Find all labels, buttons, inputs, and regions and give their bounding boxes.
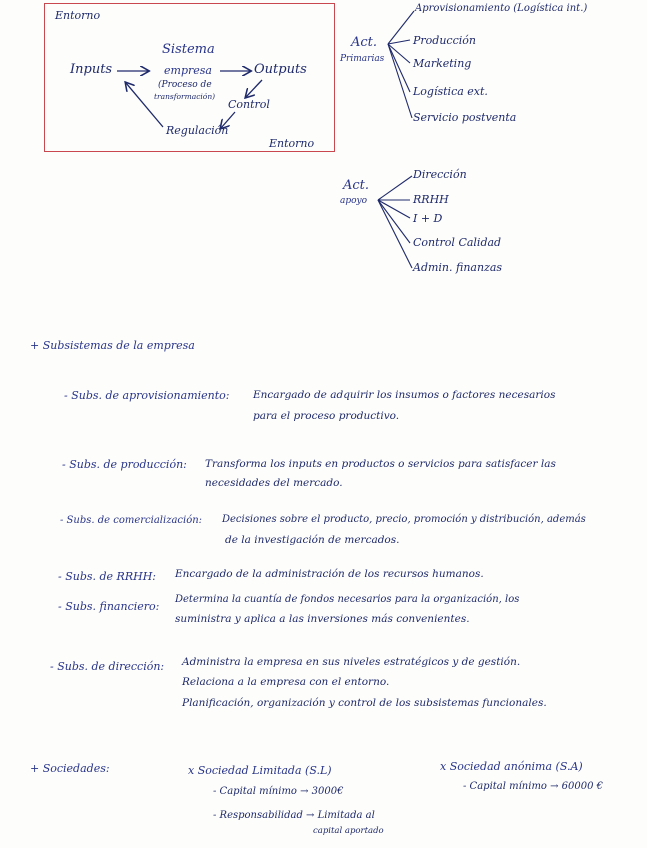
subsystem-title: - Subs. de dirección: [50,660,165,673]
subsistemas-heading: + Subsistemas de la empresa [30,339,195,352]
subsystem-line: Transforma los inputs en productos o servicios para satisfacer las [205,458,556,470]
subsystem-line: Determina la cuantía de fondos necesarios para la organización, los [175,594,520,605]
sl-title: x Sociedad Limitada (S.L) [188,764,332,777]
apoyo-item: Control Calidad [413,236,502,249]
sl-capital: - Capital mínimo → 3000€ [213,786,344,797]
proceso-label-1: (Proceso de [158,80,212,90]
sl-responsabilidad-2: capital aportado [313,826,384,836]
empresa-label: empresa [164,64,212,77]
primarias-item: Aprovisionamiento (Logística int.) [415,3,588,14]
apoyo-item: Admin. finanzas [413,261,503,274]
entorno-top-label: Entorno [55,9,101,22]
apoyo-item: RRHH [413,193,449,206]
act-apoyo-label-2: apoyo [340,196,368,206]
outputs-label: Outputs [254,62,307,77]
sa-capital: - Capital mínimo → 60000 € [463,781,604,792]
primarias-item: Marketing [413,57,472,70]
subsystem-line: para el proceso productivo. [253,410,400,422]
subsystem-line: Relaciona a la empresa con el entorno. [182,676,390,688]
subsystem-line: de la investigación de mercados. [225,534,400,546]
subsystem-line: Planificación, organización y control de los subsistemas funcionales. [182,697,547,709]
apoyo-fan [378,176,412,268]
inputs-label: Inputs [70,62,113,77]
sociedades-heading: + Sociedades: [30,762,110,775]
sa-title: x Sociedad anónima (S.A) [440,760,583,773]
subsystem-line: suministra y aplica a las inversiones más convenientes. [175,613,470,625]
primarias-item: Servicio postventa [413,111,517,124]
act-primarias-label-1: Act. [351,35,378,50]
act-primarias-label-2: Primarias [340,54,385,64]
apoyo-item: I + D [413,212,443,225]
apoyo-item: Dirección [413,168,467,181]
primarias-item: Producción [413,34,476,47]
subsystem-line: Administra la empresa en sus niveles estratégicos y de gestión. [182,656,521,668]
subsystem-line: necesidades del mercado. [205,477,343,489]
arrow-outputs-control [246,80,262,97]
subsystem-line: Decisiones sobre el producto, precio, promoción y distribución, además [222,514,586,525]
entorno-bottom-label: Entorno [269,137,315,150]
regulacion-label: Regulación [166,124,229,137]
sistema-label: Sistema [162,42,215,57]
primarias-fan [388,11,414,118]
sl-responsabilidad: - Responsabilidad → Limitada al [213,810,375,821]
subsystem-line: Encargado de adquirir los insumos o factores necesarios [253,389,556,401]
subsystem-title: - Subs. de RRHH: [58,570,157,583]
subsystem-title: - Subs. de aprovisionamiento: [64,389,230,402]
act-apoyo-label-1: Act. [343,178,370,193]
subsystem-title: - Subs. de producción: [62,458,187,471]
proceso-label-2: transformación) [154,92,216,101]
control-label: Control [228,98,270,111]
subsystem-line: Encargado de la administración de los recursos humanos. [175,568,484,580]
subsystem-title: - Subs. financiero: [58,600,160,613]
subsystem-title: - Subs. de comercialización: [60,515,203,526]
primarias-item: Logística ext. [413,85,488,98]
